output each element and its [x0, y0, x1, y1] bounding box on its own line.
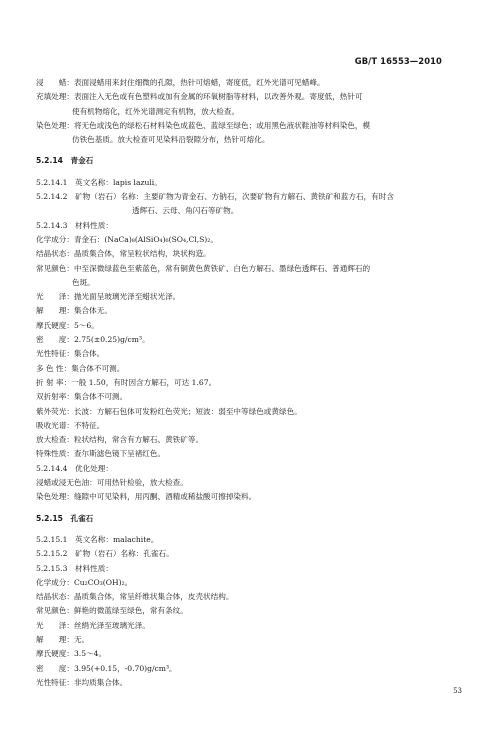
spacer	[36, 526, 458, 533]
text-line: 浸蜡或浸无色油：可用热针检验，放大检查。	[36, 478, 188, 488]
text-line: 摩氏硬度：3.5～4。	[36, 649, 107, 659]
text-line: 解 理：无。	[36, 634, 90, 644]
text-line: 解 理：集合体无。	[36, 306, 112, 316]
text-line: 多 色 性：集合体不可测。	[36, 363, 125, 373]
text-line: 充填处理：表面注入无色或有色塑料或加有金属的环氧树脂等材料，以改善外观。寄度低，热针可	[36, 92, 363, 102]
text-line: 密 度：2.75(±0.25)g/cm³。	[36, 335, 150, 345]
standard-number: GB/T 16553—2010	[354, 56, 442, 66]
text-line: 光性特征：非均质集合体。	[36, 677, 128, 687]
text-line: 吸收光谱：不特征。	[36, 420, 105, 430]
spacer	[36, 169, 458, 176]
text-line: 染色处理：将无色或浅色的绿松石材料染色成蓝色、蓝绿至绿色；或用黑色液状鞋油等材料染色，模	[36, 120, 371, 130]
text-line: 化学成分：青金石：(NaCa)₈(AlSiO₄)₆(SO₄,Cl,S)₂。	[36, 234, 218, 244]
text-line: 摩氏硬度：5～6。	[36, 320, 99, 330]
text-line: 透辉石、云母、角闪石等矿物。	[132, 206, 239, 216]
text-line: 5.2.14.4 优化处理：	[36, 463, 113, 473]
section-heading: 5.2.14 青金石	[36, 156, 94, 166]
text-line: 5.2.14.1 英文名称：lapis lazuli。	[36, 177, 162, 187]
text-line: 放大检查：粒状结构，常含有方解石、黄铁矿等。	[36, 435, 204, 445]
text-line: 光 泽：抛光面呈玻璃光泽至蜡状光泽。	[36, 292, 181, 302]
page-number: 53	[453, 687, 462, 695]
text-line: 光 泽：丝绢光泽至玻璃光泽。	[36, 620, 150, 630]
text-line: 结晶状态：晶质集合体，常呈纤维状集合体，皮壳状结构。	[36, 592, 234, 602]
text-line: 折 射 率：一般 1.50，有时因含方解石，可达 1.67。	[36, 377, 217, 387]
text-line: 5.2.15.1 英文名称：malachite。	[36, 534, 159, 544]
text-line: 5.2.14.3 材料性质：	[36, 220, 113, 230]
text-line: 仿铁色基质。放大检查可见染料沿裂隙分布，热针可熔化。	[72, 135, 270, 145]
text-line: 结晶状态：晶质集合体，常呈粒状结构，块状构造。	[36, 249, 211, 259]
text-line: 5.2.15.3 材料性质：	[36, 563, 113, 573]
text-line: 常见颜色：鲜艳的微蓝绿至绿色，常有条纹。	[36, 606, 188, 616]
text-line: 密 度：3.95(+0.15，-0.70)g/cm³。	[36, 663, 177, 673]
text-line: 染色处理：缝隙中可见染料，用丙酮、酒精或稀盐酸可擦掉染料。	[36, 492, 257, 502]
text-line: 常见颜色：中至深微绿蓝色至紫蓝色，常有铜黄色黄铁矿、白色方解石、墨绿色透辉石、普通辉石的	[36, 263, 371, 273]
text-line: 特殊性质：查尔斯滤色镜下呈褚红色。	[36, 449, 166, 459]
text-line: 紫外荧光：长波：方解石包体可发粉红色荧光；短波：弱至中等绿色或黄绿色。	[36, 406, 302, 416]
spacer	[36, 147, 458, 154]
text-line: 浸 蜡：表面浸蜡用来封住细微的孔隙，热针可熔蜡，寄度低，红外光谱可见蜡峰。	[36, 78, 325, 87]
text-line: 色斑。	[72, 277, 95, 287]
spacer	[36, 505, 458, 512]
text-line: 5.2.15.2 矿物（岩石）名称：孔雀石。	[36, 549, 174, 559]
text-line: 光性特征：集合体。	[36, 349, 105, 359]
text-line: 化学成分：Cu₂CO₃(OH)₂。	[36, 577, 133, 587]
document-body	[36, 76, 458, 690]
section-heading: 5.2.15 孔雀石	[36, 513, 94, 523]
text-line: 使有机物熔化，红外光谱测定有机物，放大检查。	[72, 106, 240, 116]
text-line: 5.2.14.2 矿物（岩石）名称：主要矿物为青金石、方钠石，次要矿物有方解石、黄铁矿和蓝方石，有时含	[36, 192, 394, 202]
text-line: 双折射率：集合体不可测。	[36, 392, 128, 402]
